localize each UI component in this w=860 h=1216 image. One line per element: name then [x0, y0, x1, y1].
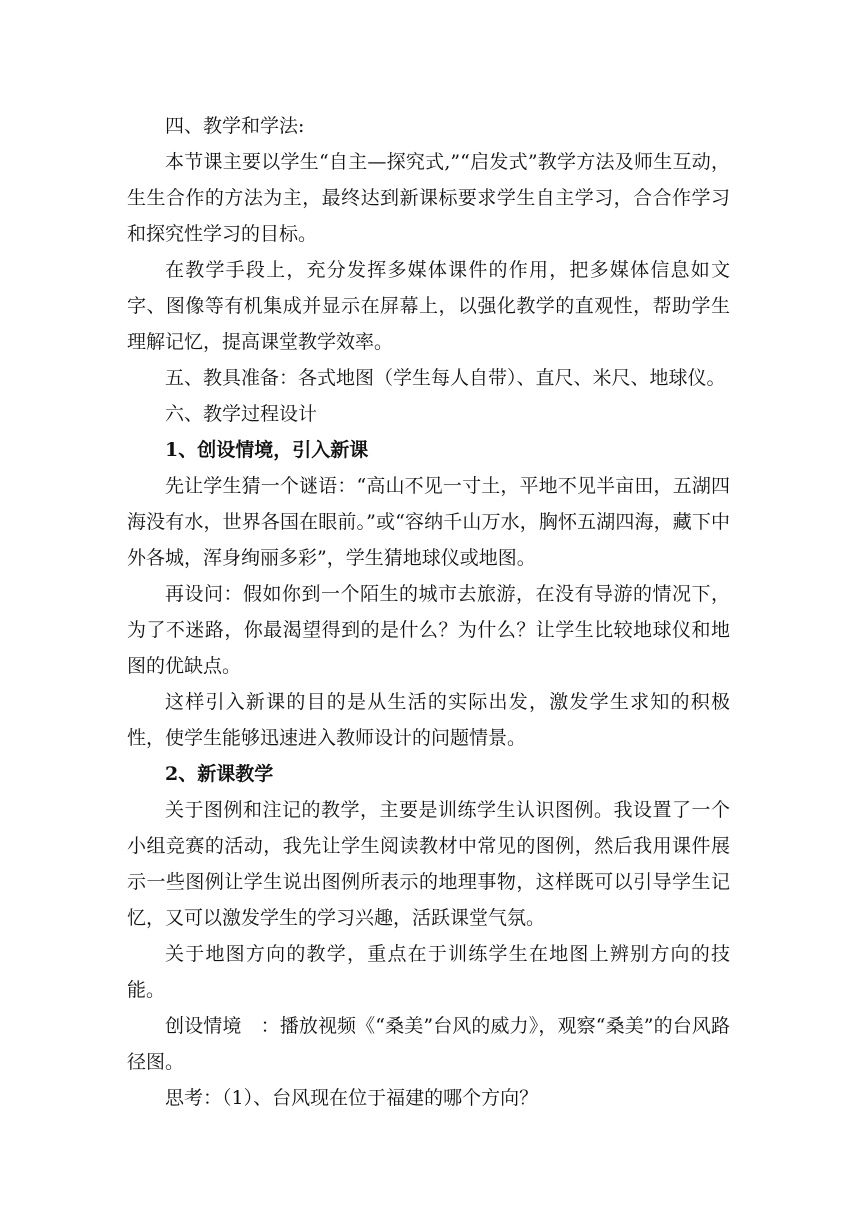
paragraph-teaching-means: 在教学手段上，充分发挥多媒体课件的作用，把多媒体信息如文字、图像等有机集成并显示在屏幕上，以强化教学的直观性，帮助学生理解记忆，提高课堂教学效率。 [127, 259, 730, 353]
heading-create-situation: 1、创设情境，引入新课 [165, 439, 369, 461]
paragraph-question: 再设问：假如你到一个陌生的城市去旅游，在没有导游的情况下，为了不迷路，你最渴望得到的是什么？为什么？让学生比较地球仪和地图的优缺点。 [127, 583, 730, 677]
paragraph-purpose: 这样引入新课的目的是从生活的实际出发，激发学生求知的积极性，使学生能够迅速进入教师设计的问题情景。 [127, 691, 730, 749]
paragraph-video-activity: 创设情境 ：播放视频《“桑美”台风的威力》，观察“桑美”的台风路径图。 [127, 1015, 730, 1073]
paragraph-direction-teaching: 关于地图方向的教学，重点在于训练学生在地图上辨别方向的技能。 [127, 943, 730, 1001]
document-page [127, 108, 730, 1116]
paragraph-legend-teaching: 关于图例和注记的教学，主要是训练学生认识图例。我设置了一个小组竞赛的活动，我先让学生阅读教材中常见的图例，然后我用课件展示一些图例让学生说出图例所表示的地理事物，这样既可以引导学生记忆，又可以激发学生的学习兴趣，活跃课堂气氛。 [127, 799, 730, 929]
heading-process-design: 六、教学过程设计 [165, 403, 318, 425]
paragraph-teaching-tools: 五、教具准备：各式地图（学生每人自带）、直尺、米尺、地球仪。 [165, 367, 726, 389]
paragraph-teaching-approach: 本节课主要以学生“自主—探究式,”“启发式”教学方法及师生互动，生生合作的方法为主，最终达到新课标要求学生自主学习，合合作学习和探究性学习的目标。 [127, 151, 730, 245]
heading-new-lesson: 2、新课教学 [165, 763, 274, 785]
heading-teaching-methods: 四、教学和学法: [165, 115, 305, 137]
paragraph-think-question: 思考：（1）、台风现在位于福建的哪个方向？ [165, 1087, 539, 1109]
paragraph-riddle: 先让学生猜一个谜语：“高山不见一寸土，平地不见半亩田，五湖四海没有水，世界各国在眼前。”或“容纳千山万水，胸怀五湖四海，藏下中外各城，浑身绚丽多彩”，学生猜地球仪或地图。 [127, 475, 730, 569]
